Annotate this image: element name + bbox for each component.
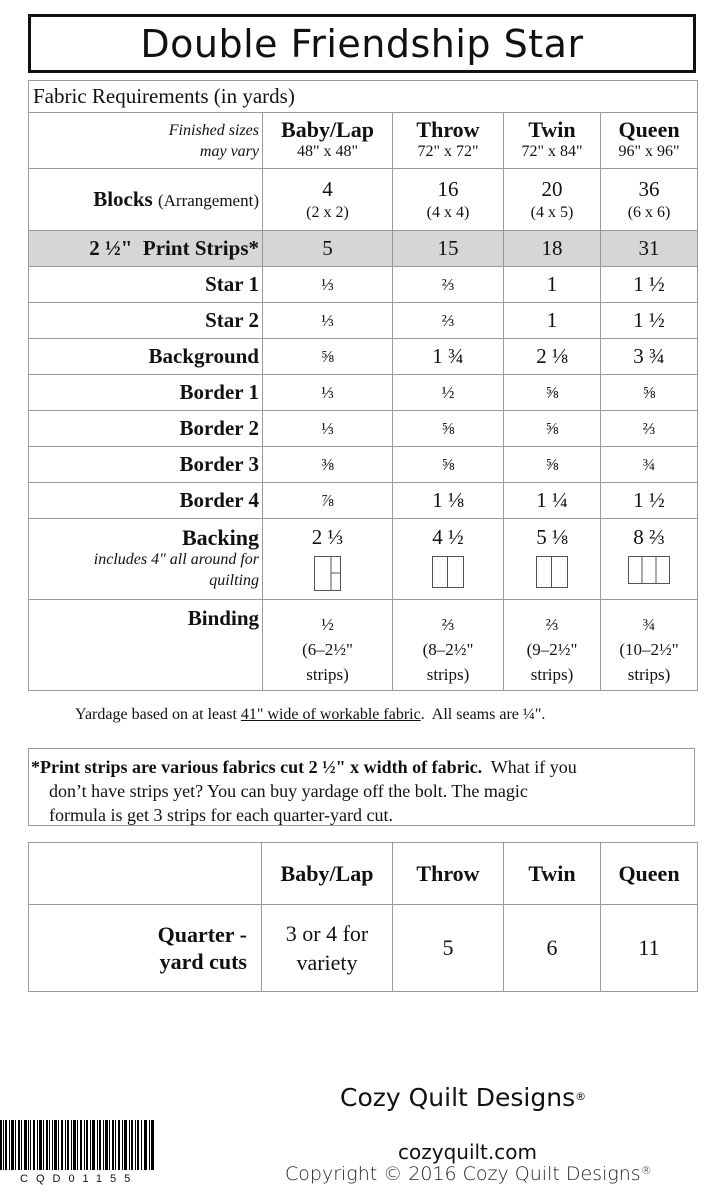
- binding-value: ½ (6–2½" strips): [263, 600, 393, 691]
- backing-three-panel-icon: [628, 556, 670, 584]
- brand-name: Cozy Quilt Designs®: [340, 1083, 587, 1112]
- row-label: Border 4: [29, 483, 263, 519]
- size-header-twin: Twin 72" x 84": [504, 113, 601, 169]
- print-strips-footnote: *Print strips are various fabrics cut 2 ½" x width of fabric. What if you don’t have strips yet? You can buy yardage off the bolt. The magic formula is get 3 strips for each quarter-yard cut.: [28, 748, 695, 826]
- quarter-header-throw: Throw: [393, 843, 504, 905]
- row-label: Background: [29, 339, 263, 375]
- row-label: Star 2: [29, 303, 263, 339]
- quarter-header-twin: Twin: [504, 843, 601, 905]
- quarter-yard-label: Quarter - yard cuts: [29, 905, 262, 992]
- yardage-value: ⅝: [504, 447, 601, 483]
- table-row: [29, 267, 698, 303]
- print-strips-label: 2 ½" Print Strips*: [29, 231, 263, 267]
- yardage-value: ⅔: [601, 411, 698, 447]
- yardage-value: ¾: [601, 447, 698, 483]
- yardage-value: 1: [504, 267, 601, 303]
- quarter-header-babylap: Baby/Lap: [262, 843, 393, 905]
- yardage-note: Yardage based on at least 41" wide of workable fabric. All seams are ¼".: [75, 706, 546, 723]
- print-strips-value: 18: [504, 231, 601, 267]
- blocks-value: 4 (2 x 2): [263, 169, 393, 231]
- backing-row: [29, 519, 698, 600]
- blocks-value: 36 (6 x 6): [601, 169, 698, 231]
- fabric-requirements-table: [28, 80, 698, 691]
- yardage-value: ⅓: [263, 267, 393, 303]
- size-header-throw: Throw 72" x 72": [393, 113, 504, 169]
- table-row: [29, 339, 698, 375]
- quarter-header-queen: Queen: [601, 843, 698, 905]
- print-strips-value: 31: [601, 231, 698, 267]
- binding-row: [29, 600, 698, 691]
- blocks-value: 20 (4 x 5): [504, 169, 601, 231]
- yardage-value: 3 ¾: [601, 339, 698, 375]
- yardage-value: ⅔: [393, 303, 504, 339]
- row-label: Border 1: [29, 375, 263, 411]
- yardage-value: 1: [504, 303, 601, 339]
- blocks-value: 16 (4 x 4): [393, 169, 504, 231]
- title-box: [28, 14, 696, 73]
- row-label: Border 2: [29, 411, 263, 447]
- barcode-number: CQD01155: [20, 1173, 139, 1185]
- backing-two-panel-split-icon: [314, 556, 341, 591]
- yardage-value: ⅓: [263, 411, 393, 447]
- copyright-notice: Copyright © 2016 Cozy Quilt Designs®: [285, 1163, 652, 1185]
- binding-value: ¾ (10–2½" strips): [601, 600, 698, 691]
- website-link[interactable]: cozyquilt.com: [398, 1140, 537, 1164]
- print-strips-value: 15: [393, 231, 504, 267]
- backing-value: 5 ⅛: [504, 519, 601, 600]
- table-row: [29, 303, 698, 339]
- size-note: Finished sizes may vary: [29, 113, 263, 169]
- page-title: Double Friendship Star: [140, 21, 584, 66]
- backing-two-panel-icon: [432, 556, 464, 588]
- yardage-value: 2 ⅛: [504, 339, 601, 375]
- yardage-value: ⅓: [263, 303, 393, 339]
- quarter-yard-value: 11: [601, 905, 698, 992]
- table-row: [29, 483, 698, 519]
- row-label: Star 1: [29, 267, 263, 303]
- quarter-yard-value: 5: [393, 905, 504, 992]
- print-strips-row: [29, 231, 698, 267]
- quarter-yard-value: 3 or 4 for variety: [262, 905, 393, 992]
- yardage-value: ½: [393, 375, 504, 411]
- backing-value: 8 ⅔: [601, 519, 698, 600]
- yardage-value: ⅞: [263, 483, 393, 519]
- table-row: [29, 375, 698, 411]
- quarter-header-empty: [29, 843, 262, 905]
- yardage-value: 1 ½: [601, 267, 698, 303]
- print-strips-value: 5: [263, 231, 393, 267]
- quarter-yard-value: 6: [504, 905, 601, 992]
- yardage-value: 1 ½: [601, 483, 698, 519]
- yardage-value: 1 ½: [601, 303, 698, 339]
- backing-value: 2 ⅓: [263, 519, 393, 600]
- table-caption: Fabric Requirements (in yards): [29, 81, 698, 113]
- quarter-header-row: [29, 843, 698, 905]
- backing-two-panel-icon: [536, 556, 568, 588]
- yardage-value: ⅔: [393, 267, 504, 303]
- table-caption-row: [29, 81, 698, 113]
- table-row: [29, 447, 698, 483]
- row-label: Border 3: [29, 447, 263, 483]
- yardage-value: ⅝: [393, 447, 504, 483]
- backing-label: Backing includes 4" all around for quilting: [29, 519, 263, 600]
- quarter-yard-table: [28, 842, 698, 992]
- yardage-value: ⅝: [504, 375, 601, 411]
- yardage-value: ⅜: [263, 447, 393, 483]
- barcode-icon: [0, 1120, 155, 1170]
- yardage-value: ⅝: [393, 411, 504, 447]
- yardage-value: 1 ¾: [393, 339, 504, 375]
- binding-label: Binding: [29, 600, 263, 691]
- binding-value: ⅔ (8–2½" strips): [393, 600, 504, 691]
- size-header-queen: Queen 96" x 96": [601, 113, 698, 169]
- yardage-value: 1 ⅛: [393, 483, 504, 519]
- yardage-value: 1 ¼: [504, 483, 601, 519]
- size-header-babylap: Baby/Lap 48" x 48": [263, 113, 393, 169]
- blocks-label: Blocks (Arrangement): [29, 169, 263, 231]
- binding-value: ⅔ (9–2½" strips): [504, 600, 601, 691]
- yardage-value: ⅝: [601, 375, 698, 411]
- yardage-value: ⅓: [263, 375, 393, 411]
- backing-value: 4 ½: [393, 519, 504, 600]
- yardage-value: ⅝: [263, 339, 393, 375]
- blocks-row: [29, 169, 698, 231]
- sizes-header-row: [29, 113, 698, 169]
- table-row: [29, 411, 698, 447]
- yardage-value: ⅝: [504, 411, 601, 447]
- quarter-yard-row: [29, 905, 698, 992]
